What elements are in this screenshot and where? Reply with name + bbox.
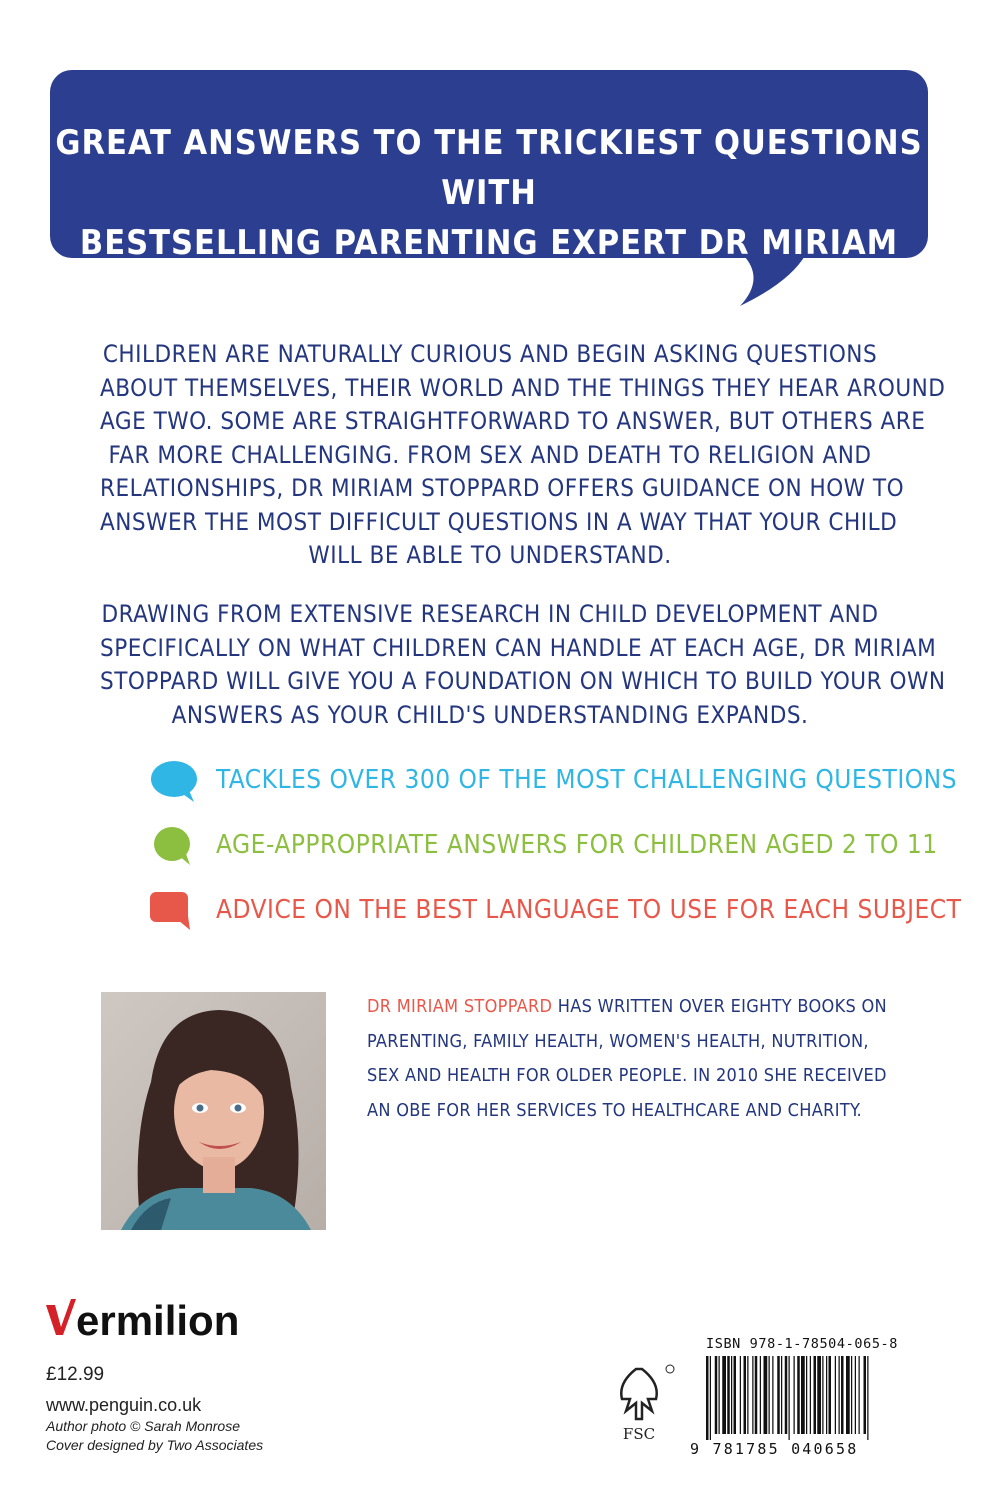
- barcode-bar: [755, 1356, 758, 1434]
- bio-text: AN OBE FOR HER SERVICES TO HEALTHCARE AND CHARITY.: [367, 1099, 862, 1121]
- barcode-bar: [719, 1356, 720, 1434]
- barcode-bar: [747, 1356, 748, 1434]
- barcode-bar: [810, 1356, 811, 1434]
- paragraph-line: WILL BE ABLE TO UNDERSTAND.: [308, 541, 672, 569]
- barcode-bar: [835, 1356, 836, 1434]
- paragraph-line: SPECIFICALLY ON WHAT CHILDREN CAN HANDLE AT EACH AGE, DR MIRIAM: [100, 633, 937, 662]
- barcode-bar: [794, 1356, 795, 1434]
- barcode-bar: [734, 1356, 737, 1434]
- barcode-bar: [760, 1356, 761, 1434]
- fsc-label: FSC: [622, 1425, 656, 1443]
- barcode-bar: [744, 1356, 747, 1434]
- speech-bubble-blue-icon: [150, 760, 200, 804]
- barcode-bar: [785, 1356, 788, 1434]
- author-photo: [101, 992, 326, 1230]
- barcode-bar: [731, 1356, 732, 1434]
- barcode-bar: [706, 1356, 709, 1440]
- barcode-bar: [822, 1356, 823, 1434]
- barcode-digits: 9 781785 040658: [690, 1440, 859, 1458]
- feature-text: TACKLES OVER 300 OF THE MOST CHALLENGING QUESTIONS: [216, 765, 957, 795]
- publisher-logo: [46, 1296, 239, 1346]
- barcode-bar: [764, 1356, 768, 1434]
- paragraph-line: ANSWER THE MOST DIFFICULT QUESTIONS IN A WAY THAT YOUR CHILD: [100, 507, 898, 536]
- barcode-bar: [806, 1356, 807, 1434]
- speech-bubble-red-icon: [150, 890, 200, 934]
- feature-text: ADVICE ON THE BEST LANGUAGE TO USE FOR EACH SUBJECT: [216, 895, 962, 925]
- barcode-bar: [801, 1356, 805, 1434]
- paragraph-line: RELATIONSHIPS, DR MIRIAM STOPPARD OFFERS GUIDANCE ON HOW TO: [100, 474, 905, 502]
- paragraph-line: CHILDREN ARE NATURALLY CURIOUS AND BEGIN ASKING QUESTIONS: [102, 340, 878, 368]
- paragraph-line: ABOUT THEMSELVES, THEIR WORLD AND THE THINGS THEY HEAR AROUND: [100, 373, 946, 402]
- vermilion-v-icon: [46, 1299, 76, 1339]
- barcode-bar: [789, 1356, 790, 1440]
- barcode-bar: [851, 1356, 852, 1434]
- barcode-bar: [829, 1356, 832, 1434]
- isbn-text: ISBN 978-1-78504-065-8: [706, 1336, 899, 1352]
- barcode-bar: [715, 1356, 718, 1434]
- price: £12.99: [46, 1364, 105, 1385]
- paragraph-line: ANSWERS AS YOUR CHILD'S UNDERSTANDING EXPANDS.: [171, 700, 809, 729]
- barcode: [706, 1356, 910, 1440]
- barcode-bar: [722, 1356, 726, 1434]
- barcode-bar: [855, 1356, 856, 1434]
- design-credit: Cover designed by Two Associates: [46, 1437, 264, 1453]
- feature-text: AGE-APPROPRIATE ANSWERS FOR CHILDREN AGED 2 TO 11: [216, 830, 938, 860]
- barcode-bar: [846, 1356, 850, 1434]
- barcode-bar: [777, 1356, 780, 1434]
- header-line-1: GREAT ANSWERS TO THE TRICKIEST QUESTIONS WITH: [55, 123, 923, 213]
- paragraph-line: STOPPARD WILL GIVE YOU A FOUNDATION ON WHICH TO BUILD YOUR OWN: [100, 667, 946, 695]
- barcode-bar: [859, 1356, 860, 1434]
- barcode-bar: [814, 1356, 817, 1434]
- bio-text: PARENTING, FAMILY HEALTH, WOMEN'S HEALTH, NUTRITION,: [367, 1030, 869, 1052]
- header-line-2: BESTSELLING PARENTING EXPERT DR MIRIAM STOPPARD.: [79, 223, 899, 313]
- barcode-bar: [841, 1356, 844, 1434]
- paragraph-line: FAR MORE CHALLENGING. FROM SEX AND DEATH TO RELIGION AND: [108, 440, 872, 469]
- barcode-bar: [727, 1356, 730, 1434]
- bio-text: HAS WRITTEN OVER EIGHTY BOOKS ON: [552, 996, 887, 1017]
- intro-paragraph-1: [100, 338, 946, 573]
- barcode-bar: [839, 1356, 840, 1434]
- publisher-logo-text: ermilion: [76, 1297, 240, 1344]
- author-bio: [367, 990, 887, 1128]
- barcode-bar: [826, 1356, 827, 1434]
- publisher-url: www.penguin.co.uk: [46, 1395, 202, 1415]
- photo-credit: Author photo © Sarah Monrose: [46, 1418, 240, 1434]
- barcode-bar: [797, 1356, 800, 1434]
- intro-paragraph-2: [100, 598, 946, 732]
- barcode-bar: [817, 1356, 821, 1434]
- barcode-bar: [752, 1356, 753, 1434]
- barcode-bar: [781, 1356, 782, 1434]
- fsc-logo: [606, 1363, 676, 1445]
- barcode-bar: [710, 1356, 711, 1440]
- speech-bubble-green-icon: [150, 825, 200, 869]
- barcode-bar: [867, 1356, 868, 1440]
- bio-text: SEX AND HEALTH FOR OLDER PEOPLE. IN 2010 SHE RECEIVED: [367, 1065, 887, 1086]
- barcode-bar: [769, 1356, 770, 1434]
- paragraph-line: DRAWING FROM EXTENSIVE RESEARCH IN CHILD DEVELOPMENT AND: [101, 600, 879, 628]
- barcode-bar: [740, 1356, 741, 1434]
- paragraph-line: AGE TWO. SOME ARE STRAIGHTFORWARD TO ANSWER, BUT OTHERS ARE: [100, 407, 926, 435]
- barcode-bar: [864, 1356, 867, 1434]
- author-name: DR MIRIAM STOPPARD: [367, 996, 553, 1017]
- header-tagline: [50, 118, 928, 318]
- barcode-bar: [772, 1356, 773, 1434]
